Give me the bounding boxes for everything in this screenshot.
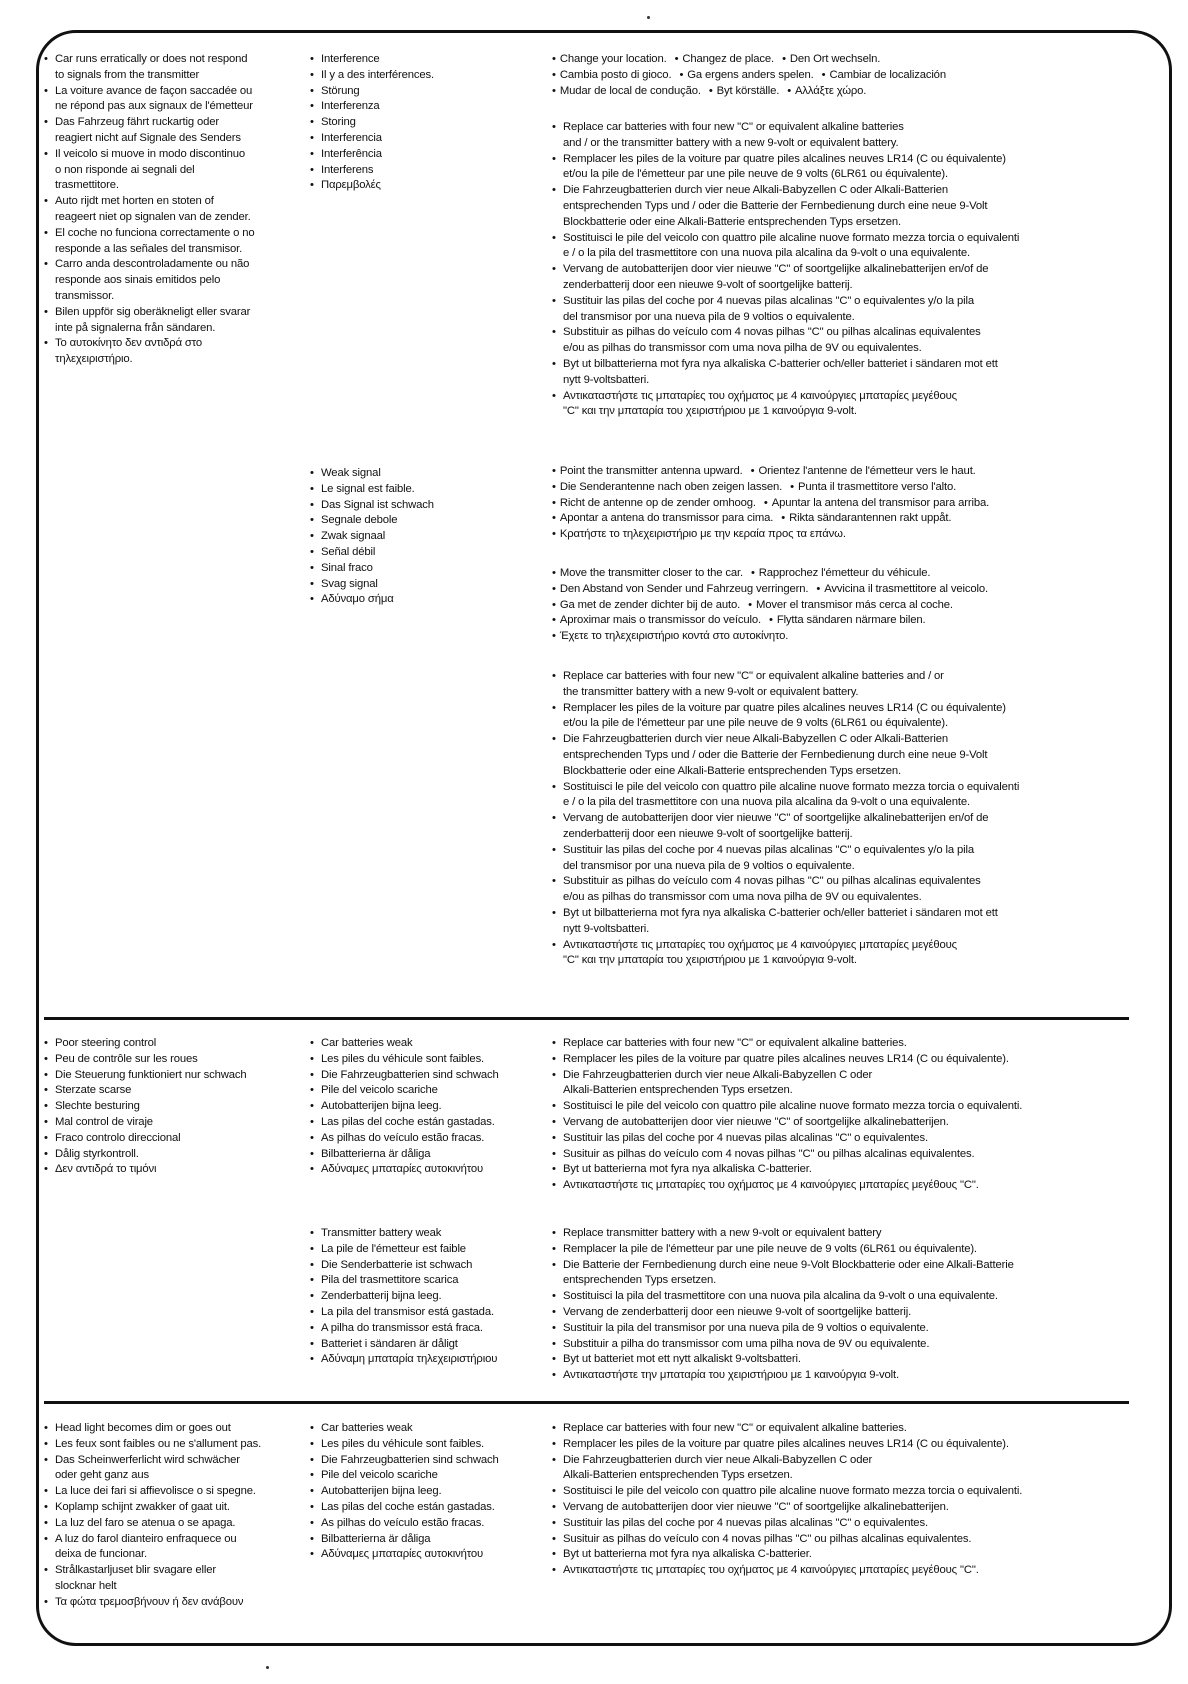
remedy-item: • Byt ut batterierna mot fyra nya alkaliska C-batterier. bbox=[552, 1162, 1142, 1178]
remedy-item: • Sustituir las pilas del coche por 4 nuevas pilas alcalinas "C" o equivalentes. bbox=[552, 1516, 1142, 1532]
cause-item: • Interferens bbox=[310, 163, 550, 179]
symptom-item: • La luz del faro se atenua o se apaga. bbox=[44, 1516, 306, 1532]
symptom-item: • Dålig styrkontroll. bbox=[44, 1147, 306, 1163]
cause-item: • Autobatterijen bijna leeg. bbox=[310, 1099, 550, 1115]
symptom-item: • Peu de contrôle sur les roues bbox=[44, 1052, 306, 1068]
remedy-item: • Sustituir las pilas del coche por 4 nuevas pilas alcalinas "C" o equivalentes. bbox=[552, 1131, 1142, 1147]
remedy-item: • Byt ut batterierna mot fyra nya alkaliska C-batterier. bbox=[552, 1547, 1142, 1563]
cause-item: • Die Senderbatterie ist schwach bbox=[310, 1258, 550, 1274]
remedy-item: • Replace transmitter battery with a new 9-volt or equivalent battery bbox=[552, 1226, 1142, 1242]
remedy-phrase: Avvicina il trasmettitore al veicolo. bbox=[824, 582, 988, 595]
remedy-item: • Αντικαταστήστε τις μπαταρίες του οχήματος με 4 καινούργιες μπαταρίες μεγέθους "C". bbox=[552, 1563, 1142, 1579]
remedy-phrase: Cambia posto di gioco. bbox=[559, 68, 672, 81]
remedy-item: • Die Fahrzeugbatterien durch vier neue Alkali-Babyzellen C oder Alkali-Batterien entsprechenden Typs ersetzen. bbox=[552, 1453, 1142, 1485]
cause-item: • Das Signal ist schwach bbox=[310, 498, 550, 514]
cause-item: • Car batteries weak bbox=[310, 1421, 550, 1437]
troubleshoot-section-erratic bbox=[44, 52, 1144, 1012]
remedy-line: • Move the transmitter closer to the car. • Rapprochez l'émetteur du véhicule. bbox=[552, 567, 931, 579]
remedy-line: • Έχετε το τηλεχειριστήριο κοντά στο αυτοκίνητο. bbox=[552, 630, 789, 643]
remedy-item: • Byt ut bilbatterierna mot fyra nya alkaliska C-batterier och/eller batteriet i sändaren mot ett nytt 9-voltsbatteri. bbox=[552, 357, 1142, 389]
scan-speck bbox=[647, 16, 650, 19]
cause-item: • Svag signal bbox=[310, 577, 550, 593]
remedy-item: • Αντικαταστήστε τις μπαταρίες του οχήματος με 4 καινούργιες μπαταρίες μεγέθους "C" και την μπαταρία του χειριστήριου με 1 καινούργια 9-volt. bbox=[552, 389, 1142, 421]
cause-item: • Le signal est faible. bbox=[310, 482, 550, 498]
cause-item: • Interference bbox=[310, 52, 550, 68]
cause-list bbox=[310, 1226, 550, 1368]
remedy-phrase: Change your location. bbox=[559, 53, 667, 65]
cause-list bbox=[310, 52, 550, 194]
cause-item: • Señal débil bbox=[310, 545, 550, 561]
symptom-item: • Slechte besturing bbox=[44, 1099, 306, 1115]
remedy-item: • Sostituisci le pile del veicolo con quattro pile alcaline nuove formato mezza torcia o equivalenti e / o la pila del trasmettitore con una nuova pila alcalina da 9-volt o una equivalente. bbox=[552, 780, 1142, 812]
cause-item: • Αδύναμες μπαταρίες αυτοκινήτου bbox=[310, 1547, 550, 1563]
cause-item: • As pilhas do veículo estão fracas. bbox=[310, 1516, 550, 1532]
cause-item: • Αδύναμες μπαταρίες αυτοκινήτου bbox=[310, 1162, 550, 1178]
remedy-item: • Vervang de autobatterijen door vier nieuwe "C" of soortgelijke alkalinebatterijen. bbox=[552, 1115, 1142, 1131]
remedy-phrase: Flytta sändaren närmare bilen. bbox=[776, 614, 926, 627]
symptom-item: • Το αυτοκίνητο δεν αντιδρά στο τηλεχειριστήριο. bbox=[44, 336, 306, 368]
symptom-item: • Carro anda descontroladamente ou não responde aos sinais emitidos pelo transmissor. bbox=[44, 257, 306, 304]
remedy-line: • Apontar a antena do transmissor para cima. • Rikta sändarantennen rakt uppåt. bbox=[552, 512, 952, 525]
troubleshoot-section-headlight bbox=[44, 1421, 1144, 1621]
remedy-line-group bbox=[552, 52, 1142, 99]
remedy-item: • Vervang de autobatterijen door vier nieuwe "C" of soortgelijke alkalinebatterijen en/of de zenderbatterij door een nieuwe 9-volt of soortgelijke batterij. bbox=[552, 262, 1142, 294]
cause-item: • Αδύναμο σήμα bbox=[310, 592, 550, 608]
remedy-item: • Sustituir la pila del transmisor por una nueva pila de 9 voltios o equivalente. bbox=[552, 1321, 1142, 1337]
cause-item: • Autobatterijen bijna leeg. bbox=[310, 1484, 550, 1500]
remedy-phrase: Punta il trasmettitore verso l'alto. bbox=[797, 480, 957, 493]
remedy-line: • Change your location. • Changez de place. • Den Ort wechseln. bbox=[552, 53, 881, 65]
cause-item: • Las pilas del coche están gastadas. bbox=[310, 1115, 550, 1131]
symptom-item: • Head light becomes dim or goes out bbox=[44, 1421, 306, 1437]
remedy-item: • Die Fahrzeugbatterien durch vier neue Alkali-Babyzellen C oder Alkali-Batterien entsprechenden Typs und / oder die Batterie der Fernbedienung durch eine neue 9-Volt Blockbatterie oder eine Alkali-Batterie entsprechenden Typs ersetzen. bbox=[552, 183, 1142, 230]
remedy-phrase: Apontar a antena do transmissor para cima. bbox=[559, 512, 774, 525]
remedy-phrase: Byt körställe. bbox=[716, 84, 780, 97]
cause-item: • Die Fahrzeugbatterien sind schwach bbox=[310, 1068, 550, 1084]
cause-item: • La pila del transmisor está gastada. bbox=[310, 1305, 550, 1321]
remedy-item: • Substituir a pilha do transmissor com uma pilha nova de 9V ou equivalente. bbox=[552, 1337, 1142, 1353]
remedy-item: • Replace car batteries with four new "C" or equivalent alkaline batteries and / or the transmitter battery with a new 9-volt or equivalent battery. bbox=[552, 669, 1142, 701]
symptom-item: • Koplamp schijnt zwakker of gaat uit. bbox=[44, 1500, 306, 1516]
remedy-item: • Sostituisci le pile del veicolo con quattro pile alcaline nuove formato mezza torcia o equivalenti e / o la pila del trasmettitore con una nuova pila alcalina da 9-volt o una equivalente. bbox=[552, 231, 1142, 263]
symptom-item: • Il veicolo si muove in modo discontinuo o non risponde ai segnali del trasmettitore. bbox=[44, 147, 306, 194]
remedy-item: • Remplacer les piles de la voiture par quatre piles alcalines neuves LR14 (C ou équivalente) et/ou la pile de l'émetteur par une pile neuve de 9 volts (6LR61 ou équivalente). bbox=[552, 152, 1142, 184]
remedy-line: • Mudar de local de condução. • Byt körställe. • Αλλάξτε χώρο. bbox=[552, 84, 867, 97]
section-divider bbox=[44, 1401, 1129, 1404]
remedy-list bbox=[552, 120, 1142, 420]
remedy-line: • Cambia posto di gioco. • Ga ergens anders spelen. • Cambiar de localización bbox=[552, 68, 946, 81]
section-divider bbox=[44, 1017, 1129, 1020]
symptom-item: • Fraco controlo direccional bbox=[44, 1131, 306, 1147]
cause-list bbox=[310, 1036, 550, 1178]
remedy-phrase: Move the transmitter closer to the car. bbox=[559, 567, 743, 579]
remedy-phrase: Aproximar mais o transmissor do veículo. bbox=[559, 614, 761, 627]
symptom-item: • A luz do farol dianteiro enfraquece ou deixa de funcionar. bbox=[44, 1532, 306, 1564]
remedy-item: • Αντικαταστήστε τις μπαταρίες του οχήματος με 4 καινούργιες μπαταρίες μεγέθους "C". bbox=[552, 1178, 1142, 1194]
cause-item: • Pile del veicolo scariche bbox=[310, 1468, 550, 1484]
cause-item: • Batteriet i sändaren är dåligt bbox=[310, 1337, 550, 1353]
cause-item: • Bilbatterierna är dåliga bbox=[310, 1147, 550, 1163]
remedy-phrase: Richt de antenne op de zender omhoog. bbox=[559, 496, 756, 509]
remedy-list bbox=[552, 669, 1142, 969]
cause-item: • As pilhas do veículo estão fracas. bbox=[310, 1131, 550, 1147]
remedy-phrase: Changez de place. bbox=[682, 53, 775, 65]
cause-list bbox=[310, 1421, 550, 1563]
scan-speck bbox=[266, 1666, 269, 1669]
remedy-phrase: Den Abstand von Sender und Fahrzeug verringern. bbox=[559, 582, 809, 595]
symptom-item: • Die Steuerung funktioniert nur schwach bbox=[44, 1068, 306, 1084]
remedy-phrase: Rapprochez l'émetteur du véhicule. bbox=[758, 567, 931, 579]
cause-item: • Παρεμβολές bbox=[310, 178, 550, 194]
remedy-item: • Replace car batteries with four new "C" or equivalent alkaline batteries. bbox=[552, 1421, 1142, 1437]
symptom-item: • Τα φώτα τρεμοσβήνουν ή δεν ανάβουν bbox=[44, 1595, 306, 1611]
cause-item: • Pila del trasmettitore scarica bbox=[310, 1273, 550, 1289]
symptom-item: • La voiture avance de façon saccadée ou ne répond pas aux signaux de l'émetteur bbox=[44, 84, 306, 116]
remedy-line: • Den Abstand von Sender und Fahrzeug verringern. • Avvicina il trasmettitore al veicolo. bbox=[552, 582, 988, 595]
symptom-item: • Das Scheinwerferlicht wird schwächer oder geht ganz aus bbox=[44, 1453, 306, 1485]
remedy-item: • Αντικαταστήστε την μπαταρία του χειριστήριου με 1 καινούργια 9-volt. bbox=[552, 1368, 1142, 1384]
remedy-phrase: Point the transmitter antenna upward. bbox=[559, 465, 743, 477]
remedy-item: • Remplacer les piles de la voiture par quatre piles alcalines neuves LR14 (C ou équivalente) et/ou la pile de l'émetteur par une pile neuve de 9 volts (6LR61 ou équivalente). bbox=[552, 701, 1142, 733]
symptom-item: • Auto rijdt met horten en stoten of reageert niet op signalen van de zender. bbox=[44, 194, 306, 226]
symptom-list bbox=[44, 1421, 306, 1611]
symptom-list bbox=[44, 52, 306, 368]
remedy-item: • Die Batterie der Fernbedienung durch eine neue 9-Volt Blockbatterie oder eine Alkali-Batterie entsprechenden Typs ersetzen. bbox=[552, 1258, 1142, 1290]
cause-item: • Car batteries weak bbox=[310, 1036, 550, 1052]
remedy-item: • Replace car batteries with four new "C" or equivalent alkaline batteries. bbox=[552, 1036, 1142, 1052]
symptom-item: • El coche no funciona correctamente o no responde a las señales del transmisor. bbox=[44, 226, 306, 258]
remedy-phrase: Έχετε το τηλεχειριστήριο κοντά στο αυτοκίνητο. bbox=[559, 630, 789, 643]
cause-list bbox=[310, 466, 550, 608]
troubleshoot-section-steering bbox=[44, 1036, 1144, 1382]
symptom-item: • La luce dei fari si affievolisce o si spegne. bbox=[44, 1484, 306, 1500]
cause-item: • Weak signal bbox=[310, 466, 550, 482]
remedy-line: • Point the transmitter antenna upward. • Orientez l'antenne de l'émetteur vers le haut. bbox=[552, 465, 976, 477]
cause-item: • Las pilas del coche están gastadas. bbox=[310, 1500, 550, 1516]
cause-item: • Zenderbatterij bijna leeg. bbox=[310, 1289, 550, 1305]
cause-item: • Interferencia bbox=[310, 131, 550, 147]
remedy-item: • Substituir as pilhas do veículo com 4 novas pilhas "C" ou pilhas alcalinas equivalentes e/ou as pilhas do transmissor com uma nova pilha de 9V ou equivalentes. bbox=[552, 325, 1142, 357]
remedy-phrase: Mover el transmisor más cerca al coche. bbox=[755, 598, 953, 611]
remedy-line-group bbox=[552, 464, 1142, 543]
remedy-phrase: Rikta sändarantennen rakt uppåt. bbox=[789, 512, 952, 525]
cause-item: • Sinal fraco bbox=[310, 561, 550, 577]
remedy-item: • Sostituisci le pile del veicolo con quattro pile alcaline nuove formato mezza torcia o equivalenti. bbox=[552, 1484, 1142, 1500]
remedy-line: • Ga met de zender dichter bij de auto. • Mover el transmisor más cerca al coche. bbox=[552, 598, 953, 611]
remedy-item: • Die Fahrzeugbatterien durch vier neue Alkali-Babyzellen C oder Alkali-Batterien entsprechenden Typs ersetzen. bbox=[552, 1068, 1142, 1100]
remedy-item: • Vervang de zenderbatterij door een nieuwe 9-volt of soortgelijke batterij. bbox=[552, 1305, 1142, 1321]
remedy-item: • Remplacer les piles de la voiture par quatre piles alcalines neuves LR14 (C ou équivalente). bbox=[552, 1437, 1142, 1453]
remedy-item: • Substituir as pilhas do veículo com 4 novas pilhas "C" ou pilhas alcalinas equivalentes e/ou as pilhas do transmissor com uma nova pilha de 9V ou equivalentes. bbox=[552, 874, 1142, 906]
remedy-item: • Byt ut batteriet mot ett nytt alkaliskt 9-voltsbatteri. bbox=[552, 1352, 1142, 1368]
cause-item: • Αδύναμη μπαταρία τηλεχειριστήριου bbox=[310, 1352, 550, 1368]
remedy-item: • Sustituir las pilas del coche por 4 nuevas pilas alcalinas "C" o equivalentes y/o la pila del transmisor por una nueva pila de 9 voltios o equivalente. bbox=[552, 294, 1142, 326]
remedy-phrase: Κρατήστε το τηλεχειριστήριο με την κεραία προς τα επάνω. bbox=[559, 528, 846, 541]
remedy-line: • Aproximar mais o transmissor do veículo. • Flytta sändaren närmare bilen. bbox=[552, 614, 926, 627]
cause-item: • Bilbatterierna är dåliga bbox=[310, 1532, 550, 1548]
remedy-phrase: Αλλάξτε χώρο. bbox=[795, 84, 867, 97]
cause-item: • Zwak signaal bbox=[310, 529, 550, 545]
remedy-list bbox=[552, 1226, 1142, 1384]
remedy-item: • Replace car batteries with four new "C" or equivalent alkaline batteries and / or the transmitter battery with a new 9-volt or equivalent battery. bbox=[552, 120, 1142, 152]
remedy-list bbox=[552, 1421, 1142, 1579]
cause-item: • Störung bbox=[310, 84, 550, 100]
remedy-item: • Sostituisci le pile del veicolo con quattro pile alcaline nuove formato mezza torcia o equivalenti. bbox=[552, 1099, 1142, 1115]
remedy-line: • Κρατήστε το τηλεχειριστήριο με την κεραία προς τα επάνω. bbox=[552, 528, 846, 541]
remedy-item: • Αντικαταστήστε τις μπαταρίες του οχήματος με 4 καινούργιες μπαταρίες μεγέθους "C" και την μπαταρία του χειριστήριου με 1 καινούργια 9-volt. bbox=[552, 938, 1142, 970]
cause-item: • A pilha do transmissor está fraca. bbox=[310, 1321, 550, 1337]
symptom-item: • Sterzate scarse bbox=[44, 1083, 306, 1099]
symptom-item: • Poor steering control bbox=[44, 1036, 306, 1052]
remedy-phrase: Ga met de zender dichter bij de auto. bbox=[559, 598, 741, 611]
remedy-phrase: Orientez l'antenne de l'émetteur vers le haut. bbox=[758, 465, 976, 477]
remedy-item: • Sostituisci la pila del trasmettitore con una nuova pila alcalina da 9-volt o una equivalente. bbox=[552, 1289, 1142, 1305]
cause-item: • Interferenza bbox=[310, 99, 550, 115]
remedy-line-group bbox=[552, 566, 1142, 645]
cause-item: • Les piles du véhicule sont faibles. bbox=[310, 1052, 550, 1068]
remedy-item: • Remplacer la pile de l'émetteur par une pile neuve de 9 volts (6LR61 ou équivalente). bbox=[552, 1242, 1142, 1258]
remedy-phrase: Den Ort wechseln. bbox=[789, 53, 881, 65]
cause-item: • La pile de l'émetteur est faible bbox=[310, 1242, 550, 1258]
remedy-item: • Susituir as pilhas do veículo con 4 novas pilhas "C" ou pilhas alcalinas equivalentes. bbox=[552, 1532, 1142, 1548]
remedy-phrase: Mudar de local de condução. bbox=[559, 84, 701, 97]
remedy-phrase: Die Senderantenne nach oben zeigen lassen. bbox=[559, 480, 783, 493]
cause-item: • Storing bbox=[310, 115, 550, 131]
symptom-item: • Das Fahrzeug fährt ruckartig oder reagiert nicht auf Signale des Senders bbox=[44, 115, 306, 147]
cause-item: • Il y a des interférences. bbox=[310, 68, 550, 84]
symptom-item: • Car runs erratically or does not respond to signals from the transmitter bbox=[44, 52, 306, 84]
cause-item: • Segnale debole bbox=[310, 513, 550, 529]
remedy-item: • Vervang de autobatterijen door vier nieuwe "C" of soortgelijke alkalinebatterijen en/of de zenderbatterij door een nieuwe 9-volt of soortgelijke batterij. bbox=[552, 811, 1142, 843]
remedy-phrase: Ga ergens anders spelen. bbox=[687, 68, 814, 81]
symptom-item: • Δεν αντιδρά το τιμόνι bbox=[44, 1162, 306, 1178]
symptom-item: • Strålkastarljuset blir svagare eller slocknar helt bbox=[44, 1563, 306, 1595]
remedy-phrase: Apuntar la antena del transmisor para arriba. bbox=[771, 496, 990, 509]
remedy-item: • Remplacer les piles de la voiture par quatre piles alcalines neuves LR14 (C ou équivalente). bbox=[552, 1052, 1142, 1068]
cause-item: • Les piles du véhicule sont faibles. bbox=[310, 1437, 550, 1453]
remedy-item: • Byt ut bilbatterierna mot fyra nya alkaliska C-batterier och/eller batteriet i sändaren mot ett nytt 9-voltsbatteri. bbox=[552, 906, 1142, 938]
symptom-list bbox=[44, 1036, 306, 1178]
remedy-phrase: Cambiar de localización bbox=[829, 68, 946, 81]
remedy-item: • Susituir as pilhas do veículo com 4 novas pilhas "C" ou pilhas alcalinas equivalentes. bbox=[552, 1147, 1142, 1163]
cause-item: • Die Fahrzeugbatterien sind schwach bbox=[310, 1453, 550, 1469]
remedy-list bbox=[552, 1036, 1142, 1194]
cause-item: • Pile del veicolo scariche bbox=[310, 1083, 550, 1099]
symptom-item: • Mal control de viraje bbox=[44, 1115, 306, 1131]
remedy-item: • Die Fahrzeugbatterien durch vier neue Alkali-Babyzellen C oder Alkali-Batterien entsprechenden Typs und / oder die Batterie der Fernbedienung durch eine neue 9-Volt Blockbatterie oder eine Alkali-Batterie entsprechenden Typs ersetzen. bbox=[552, 732, 1142, 779]
remedy-item: • Vervang de autobatterijen door vier nieuwe "C" of soortgelijke alkalinebatterijen. bbox=[552, 1500, 1142, 1516]
remedy-line: • Die Senderantenne nach oben zeigen lassen. • Punta il trasmettitore verso l'alto. bbox=[552, 480, 957, 493]
remedy-item: • Sustituir las pilas del coche por 4 nuevas pilas alcalinas "C" o equivalentes y/o la pila del transmisor por una nueva pila de 9 voltios o equivalente. bbox=[552, 843, 1142, 875]
symptom-item: • Les feux sont faibles ou ne s'allument pas. bbox=[44, 1437, 306, 1453]
cause-item: • Interferência bbox=[310, 147, 550, 163]
symptom-item: • Bilen uppför sig oberäkneligt eller svarar inte på signalerna från sändaren. bbox=[44, 305, 306, 337]
remedy-line: • Richt de antenne op de zender omhoog. • Apuntar la antena del transmisor para arriba. bbox=[552, 496, 990, 509]
cause-item: • Transmitter battery weak bbox=[310, 1226, 550, 1242]
